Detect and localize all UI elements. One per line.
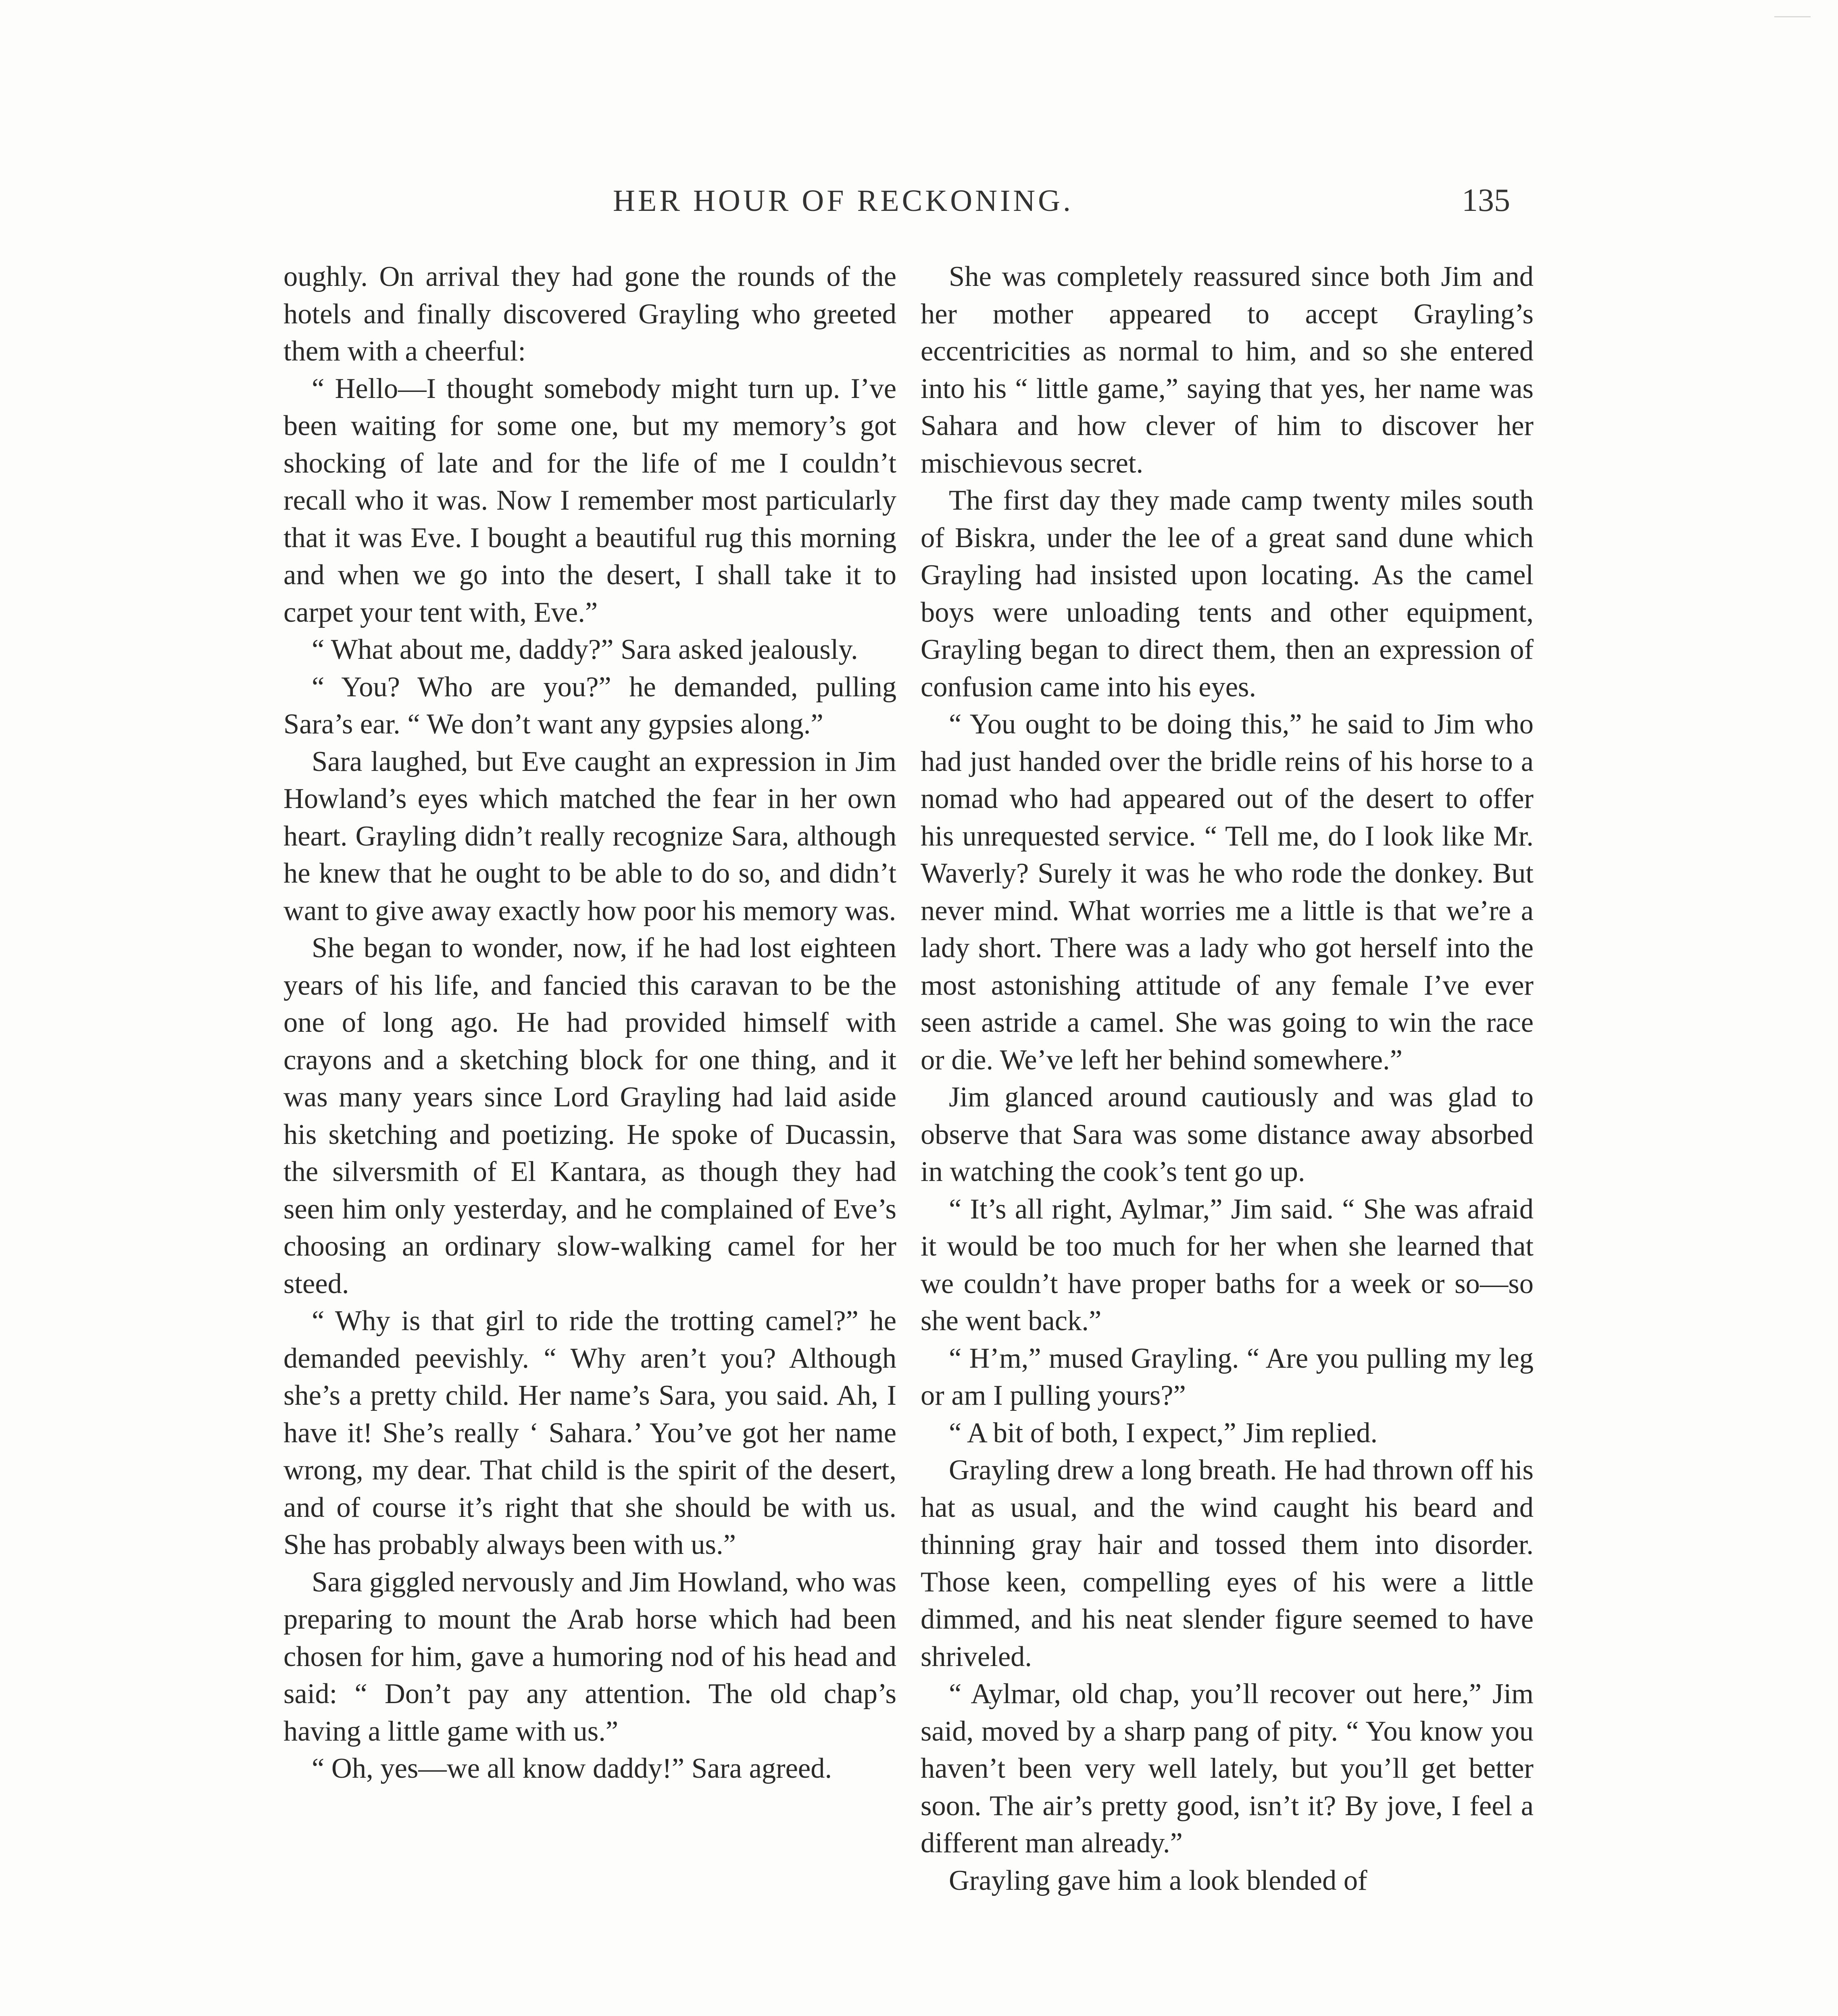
scan-mark: [1774, 16, 1811, 17]
paragraph: Grayling drew a long breath. He had thrown off his hat as usual, and the wind caught his beard and thinning gray hair and tossed them into disorder. Those keen, compelling eyes of his were a little dimmed, and his neat slender figure seemed to have shriveled.: [921, 1454, 1534, 1672]
paragraph: Sara laughed, but Eve caught an expression in Jim Howland’s eyes which matched the fear in her own heart. Grayling didn’t really recognize Sara, although he knew that he ought to be able to do so, and didn’t want to give away exactly how poor his memory was.: [283, 746, 896, 927]
paragraph: She was completely reassured since both Jim and her mother appeared to accept Grayling’s eccentricities as normal to him, and so she entered into his “ little game,” saying that yes, her name was Sahara and how clever of him to discover her mischievous secret.: [921, 261, 1534, 479]
paragraph: “ You? Who are you?” he demanded, pulling Sara’s ear. “ We don’t want any gypsies along.”: [283, 671, 896, 740]
paragraph: “ You ought to be doing this,” he said to Jim who had just handed over the bridle reins of his horse to a nomad who had appeared out of the desert to offer his unrequested service. “ Tell me, do I look like Mr. Waverly? Surely it was he who rode the donkey. But never mind. What worries me a little is that we’re a lady short. There was a lady who got herself into the most astonishing attitude of any female I’ve ever seen astride a camel. She was going to win the race or die. We’ve left her behind somewhere.”: [921, 708, 1534, 1076]
paragraph: “ What about me, daddy?” Sara asked jealously.: [312, 634, 858, 665]
paragraph: She began to wonder, now, if he had lost eighteen years of his life, and fancied this caravan to be the one of long ago. He had provided himself with crayons and a sketching block for one thing, and it was many years since Lord Grayling had laid aside his sketching and poetizing. He spoke of Ducassin, the silversmith of El Kantara, as though they had seen him only yesterday, and he complained of Eve’s choosing an ordinary slow-walking camel for her steed.: [283, 932, 896, 1300]
right-column: [921, 258, 1534, 1899]
paragraph: “ H’m,” mused Grayling. “ Are you pulling my leg or am I pulling yours?”: [921, 1342, 1534, 1411]
running-head: HER HOUR OF RECKONING.: [613, 184, 1074, 218]
paragraph: “ Aylmar, old chap, you’ll recover out here,” Jim said, moved by a sharp pang of pity. “ You know you haven’t been very well lately, but you’ll get better soon. The air’s pretty good, isn’t it? By jove, I feel a different man already.”: [921, 1678, 1534, 1859]
paragraph: oughly. On arrival they had gone the rounds of the hotels and finally discovered Grayling who greeted them with a cheerful:: [283, 261, 896, 367]
paragraph: The first day they made camp twenty miles south of Biskra, under the lee of a great sand dune which Grayling had insisted upon locating. As the camel boys were unloading tents and other equipment, Grayling began to direct them, then an expression of confusion came into his eyes.: [921, 485, 1534, 703]
paragraph: “ It’s all right, Aylmar,” Jim said. “ She was afraid it would be too much for her when she learned that we couldn’t have proper baths for a week or so—so she went back.”: [921, 1193, 1534, 1337]
paragraph: “ Hello—I thought somebody might turn up. I’ve been waiting for some one, but my memory’s got shocking of late and for the life of me I couldn’t recall who it was. Now I remember most particularly that it was Eve. I bought a beautiful rug this morning and when we go into the desert, I shall take it to carpet your tent with, Eve.”: [283, 373, 896, 628]
paragraph: “ Why is that girl to ride the trotting camel?” he demanded peevishly. “ Why aren’t you? Although she’s a pretty child. Her name’s Sara, you said. Ah, I have it! She’s really ‘ Sahara.’ You’ve got her name wrong, my dear. That child is the spirit of the desert, and of course it’s right that she should be with us. She has probably always been with us.”: [283, 1305, 896, 1560]
page-number: 135: [1462, 183, 1510, 218]
paragraph: “ Oh, yes—we all know daddy!” Sara agreed.: [312, 1753, 832, 1784]
paragraph: “ A bit of both, I expect,” Jim replied.: [949, 1417, 1378, 1449]
paragraph: Sara giggled nervously and Jim Howland, who was preparing to mount the Arab horse which had been chosen for him, gave a humoring nod of his head and said: “ Don’t pay any attention. The old chap’s having a little game with us.”: [283, 1566, 896, 1747]
left-column: [283, 258, 896, 1787]
paragraph: Jim glanced around cautiously and was glad to observe that Sara was some distance away absorbed in watching the cook’s tent go up.: [921, 1081, 1534, 1187]
paragraph: Grayling gave him a look blended of: [949, 1864, 1367, 1896]
